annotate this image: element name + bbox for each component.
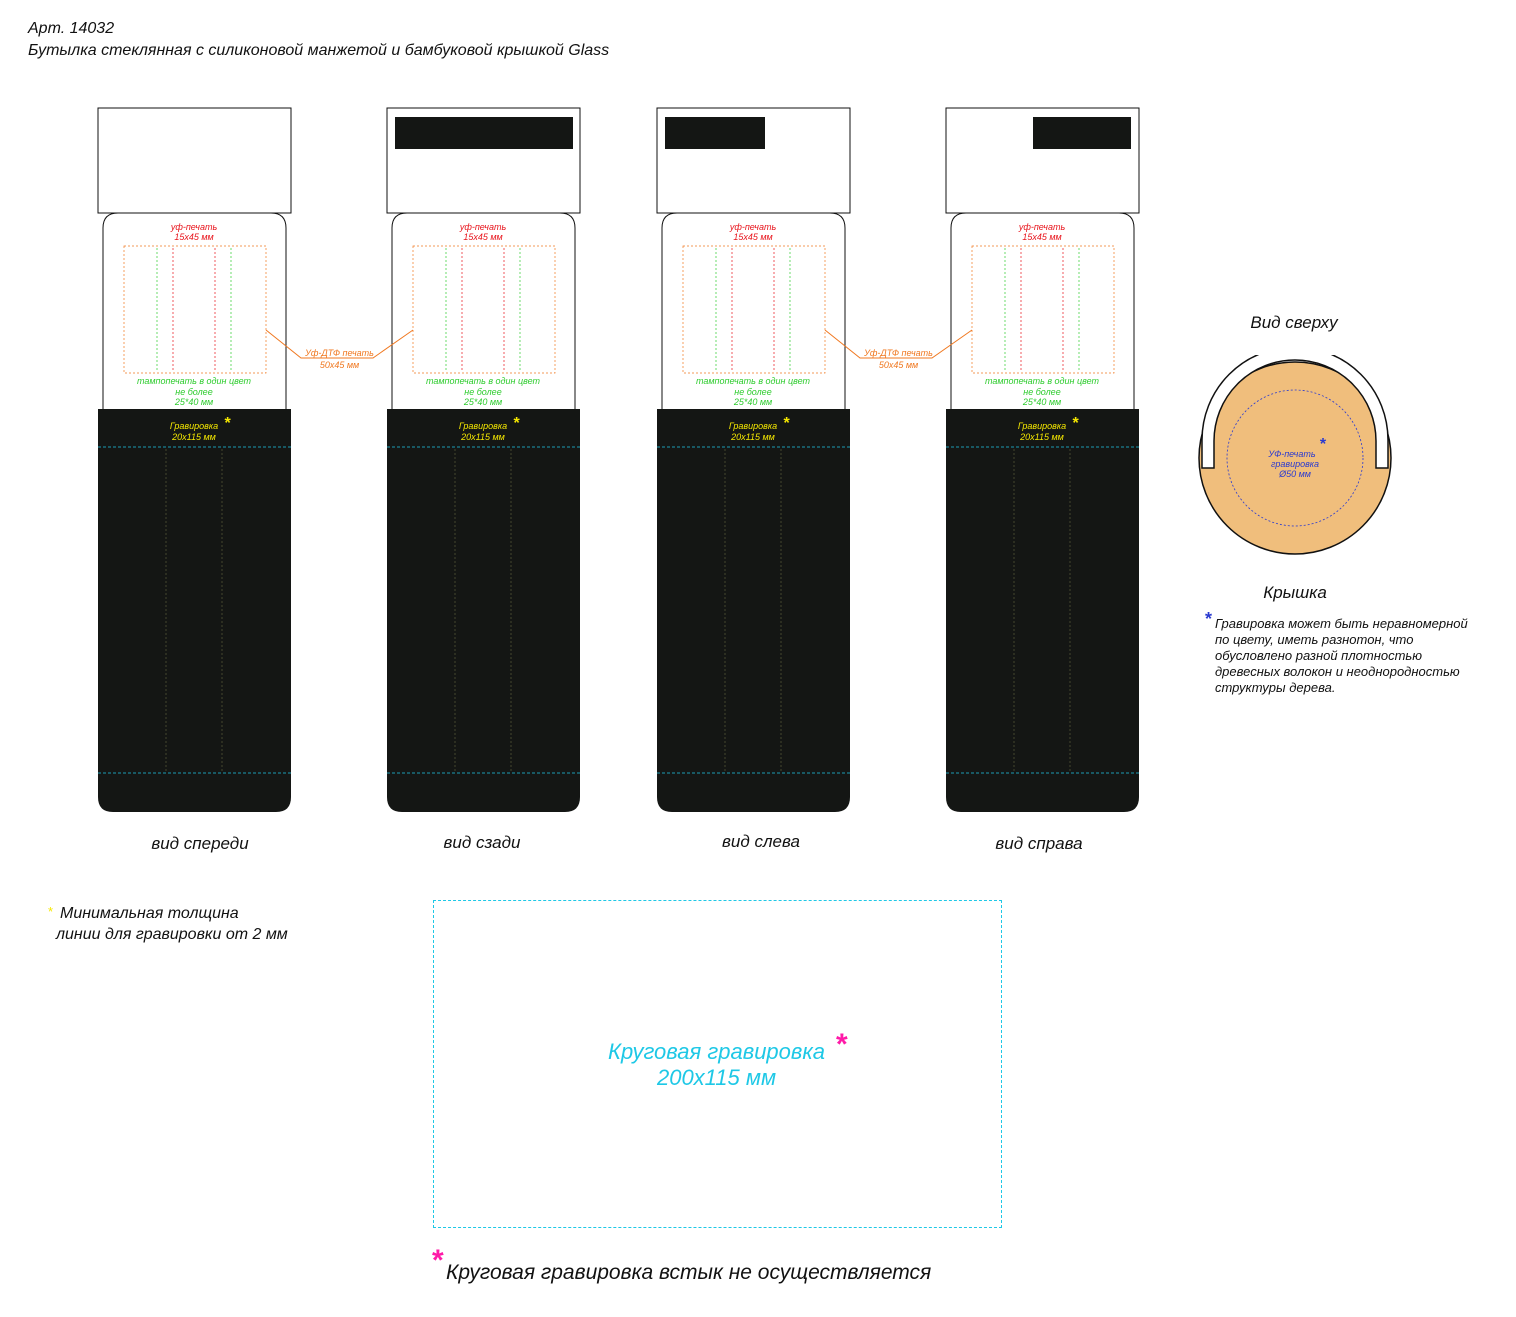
view-label-left: вид слева bbox=[722, 832, 800, 851]
view-label-back: вид сзади bbox=[443, 833, 521, 852]
engrave-title-back: Гравировка bbox=[458, 421, 508, 431]
uv-print-title-right: уф-печать bbox=[1018, 222, 1066, 232]
lid-engrave-label: гравировка bbox=[1270, 459, 1320, 469]
pad-print-limit-left: не более bbox=[734, 387, 772, 397]
pad-print-title-front: тампопечать в один цвет bbox=[136, 376, 252, 386]
lid-engrave-note: Гравировка может быть неравномерной по цвету, иметь разнотон, что обусловлено разной плотностью древесных волокон и неоднородностью структуры дерева. bbox=[1215, 616, 1468, 695]
lid-note-asterisk: * bbox=[1205, 609, 1213, 629]
dtf-title-1: Уф-ДТФ печать bbox=[864, 348, 933, 358]
engrave-title-left: Гравировка bbox=[728, 421, 778, 431]
uv-print-title-back: уф-печать bbox=[459, 222, 507, 232]
circular-note-asterisk: * bbox=[432, 1244, 444, 1277]
pad-print-size-left: 25*40 мм bbox=[733, 397, 773, 407]
uv-print-size-left: 15х45 мм bbox=[733, 232, 773, 242]
pad-print-title-right: тампопечать в один цвет bbox=[984, 376, 1100, 386]
engrave-size-front: 20х115 мм bbox=[172, 432, 216, 442]
cap-front bbox=[98, 108, 291, 213]
pad-print-size-back: 25*40 мм bbox=[463, 397, 503, 407]
lid-diameter: Ø50 мм bbox=[1279, 469, 1311, 479]
dtf-size-1: 50х45 мм bbox=[878, 360, 919, 370]
circular-engrave-title: Круговая гравировка bbox=[607, 1039, 826, 1064]
article-number: Арт. 14032 bbox=[28, 20, 115, 37]
engrave-title-front: Гравировка bbox=[169, 421, 219, 431]
engrave-title-right: Гравировка bbox=[1017, 421, 1067, 431]
view-label-front: вид спереди bbox=[151, 834, 249, 853]
engrave-size-left: 20х115 мм bbox=[731, 432, 775, 442]
pad-print-limit-front: не более bbox=[175, 387, 213, 397]
uv-print-size-right: 15х45 мм bbox=[1022, 232, 1062, 242]
lid-caption: Крышка bbox=[1263, 583, 1327, 602]
dtf-size-0: 50х45 мм bbox=[319, 360, 360, 370]
engrave-asterisk-right: * bbox=[1071, 415, 1079, 432]
pad-print-title-back: тампопечать в один цвет bbox=[425, 376, 541, 386]
min-line-note-1: Минимальная толщина bbox=[60, 905, 239, 922]
uv-print-size-back: 15х45 мм bbox=[463, 232, 503, 242]
silicone-sleeve-left bbox=[657, 409, 850, 812]
uv-print-title-front: уф-печать bbox=[170, 222, 218, 232]
cap-label-right bbox=[1033, 117, 1131, 149]
pad-print-limit-right: не более bbox=[1023, 387, 1061, 397]
silicone-sleeve-right bbox=[946, 409, 1139, 812]
pad-print-size-front: 25*40 мм bbox=[174, 397, 214, 407]
product-title: Бутылка стеклянная с силиконовой манжетой и бамбуковой крышкой Glass bbox=[28, 42, 610, 59]
pad-print-size-right: 25*40 мм bbox=[1022, 397, 1062, 407]
engrave-size-back: 20х115 мм bbox=[461, 432, 505, 442]
top-view-title: Вид сверху bbox=[1250, 313, 1338, 332]
pad-print-limit-back: не более bbox=[464, 387, 502, 397]
silicone-sleeve-back bbox=[387, 409, 580, 812]
lid-uv-asterisk: * bbox=[1319, 436, 1327, 453]
pad-print-title-left: тампопечать в один цвет bbox=[695, 376, 811, 386]
lid-uv-title: УФ-печать bbox=[1268, 449, 1316, 459]
cap-label-left bbox=[665, 117, 765, 149]
circular-note: Круговая гравировка встык не осуществляется bbox=[446, 1261, 932, 1284]
cap-label-back bbox=[395, 117, 573, 149]
engrave-asterisk-front: * bbox=[223, 415, 231, 432]
uv-print-title-left: уф-печать bbox=[729, 222, 777, 232]
min-line-note-2: линии для гравировки от 2 мм bbox=[56, 926, 288, 943]
engrave-asterisk-left: * bbox=[782, 415, 790, 432]
circular-engrave-size: 200х115 мм bbox=[656, 1065, 777, 1090]
engrave-size-right: 20х115 мм bbox=[1020, 432, 1064, 442]
uv-print-size-front: 15х45 мм bbox=[174, 232, 214, 242]
dtf-title-0: Уф-ДТФ печать bbox=[305, 348, 374, 358]
silicone-sleeve-front bbox=[98, 409, 291, 812]
engrave-asterisk-back: * bbox=[512, 415, 520, 432]
view-label-right: вид справа bbox=[995, 834, 1083, 853]
min-line-asterisk: * bbox=[48, 904, 54, 919]
circular-title-asterisk: * bbox=[836, 1028, 848, 1061]
